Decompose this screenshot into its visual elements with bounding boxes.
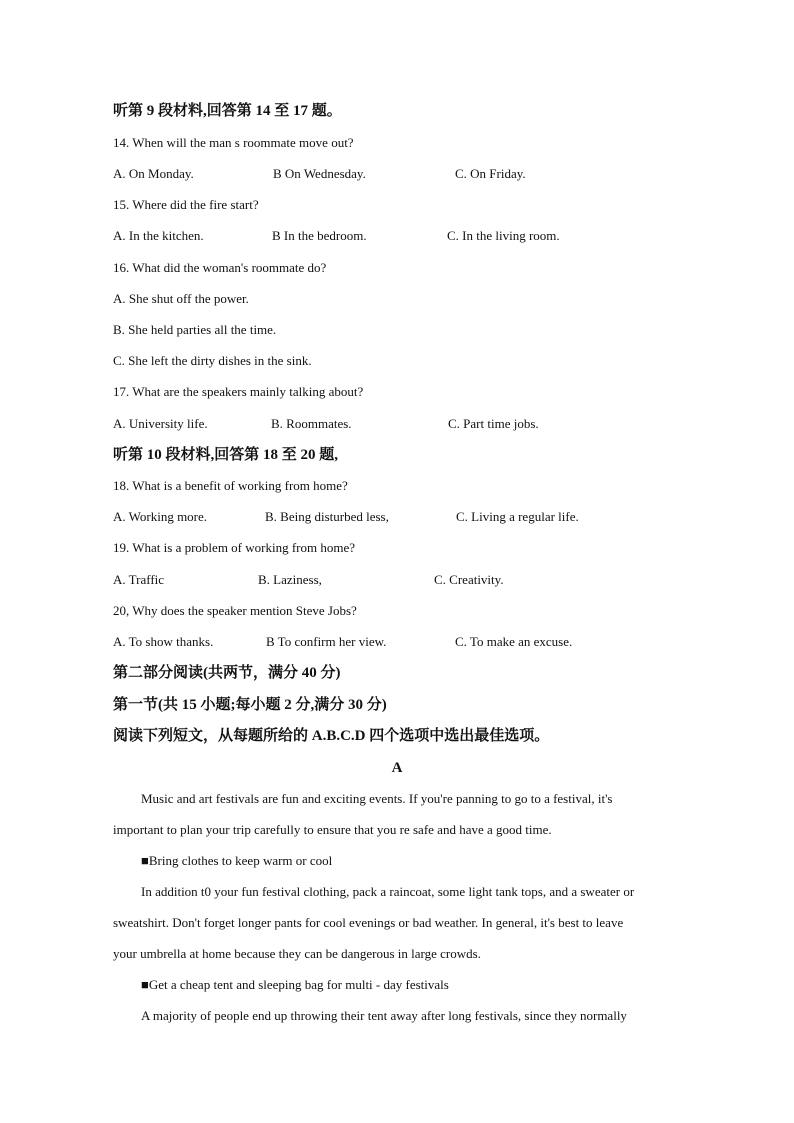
paragraph-line: In addition t0 your fun festival clothing, pack a raincoat, some light tank tops, and a sweater or bbox=[141, 884, 635, 899]
tip-heading: ■Bring clothes to keep warm or cool bbox=[141, 853, 333, 868]
question-16: 16. What did the woman's roommate do? bbox=[113, 260, 327, 275]
paragraph-line: important to plan your trip carefully to ensure that you re safe and have a good time. bbox=[113, 822, 552, 837]
section-heading: 听第 9 段材料,回答第 14 至 17 题。 bbox=[113, 103, 342, 119]
paragraph-line: Music and art festivals are fun and exciting events. If you're panning to go to a festival, it's bbox=[141, 791, 613, 806]
option-c: C. Part time jobs. bbox=[448, 416, 539, 431]
option-a: A. Working more. bbox=[113, 509, 208, 524]
question-17: 17. What are the speakers mainly talking about? bbox=[113, 384, 364, 399]
option-b: B To confirm her view. bbox=[266, 634, 387, 649]
option-b: B In the bedroom. bbox=[272, 228, 367, 243]
passage-label: A bbox=[391, 760, 403, 776]
option-c: C. Creativity. bbox=[434, 572, 504, 587]
paragraph-line: sweatshirt. Don't forget longer pants for cool evenings or bad weather. In general, it's best to leave bbox=[113, 915, 624, 930]
option-b: B. Being disturbed less, bbox=[265, 509, 389, 524]
part-heading: 第二部分阅读(共两节，满分 40 分) bbox=[113, 665, 341, 681]
question-15: 15. Where did the fire start? bbox=[113, 197, 259, 212]
option-b: B. She held parties all the time. bbox=[113, 322, 277, 337]
option-b: B. Laziness, bbox=[258, 572, 322, 587]
option-b: B. Roommates. bbox=[271, 416, 352, 431]
option-c: C. To make an excuse. bbox=[455, 634, 573, 649]
option-c: C. She left the dirty dishes in the sink. bbox=[113, 353, 312, 368]
paragraph-line: your umbrella at home because they can be dangerous in large crowds. bbox=[113, 946, 481, 961]
option-c: C. Living a regular life. bbox=[456, 509, 579, 524]
paragraph-line: A majority of people end up throwing their tent away after long festivals, since they normally bbox=[141, 1008, 627, 1023]
tip-heading: ■Get a cheap tent and sleeping bag for multi - day festivals bbox=[141, 977, 449, 992]
option-c: C. In the living room. bbox=[447, 228, 560, 243]
option-c: C. On Friday. bbox=[455, 166, 526, 181]
question-18: 18. What is a benefit of working from home? bbox=[113, 478, 348, 493]
option-a: A. On Monday. bbox=[113, 166, 194, 181]
option-a: A. To show thanks. bbox=[113, 634, 214, 649]
option-b: B On Wednesday. bbox=[273, 166, 366, 181]
question-19: 19. What is a problem of working from home? bbox=[113, 540, 356, 555]
question-14: 14. When will the man s roommate move out? bbox=[113, 135, 354, 150]
option-a: A. Traffic bbox=[113, 572, 165, 587]
question-20: 20, Why does the speaker mention Steve Jobs? bbox=[113, 603, 357, 618]
instruction: 阅读下列短文，从每题所给的 A.B.C.D 四个选项中选出最佳选项。 bbox=[113, 728, 550, 744]
option-a: A. In the kitchen. bbox=[113, 228, 204, 243]
option-a: A. University life. bbox=[113, 416, 208, 431]
section-heading: 听第 10 段材料,回答第 18 至 20 题, bbox=[113, 447, 339, 463]
subsection-heading: 第一节(共 15 小题;每小题 2 分,满分 30 分) bbox=[113, 697, 387, 713]
option-a: A. She shut off the power. bbox=[113, 291, 249, 306]
